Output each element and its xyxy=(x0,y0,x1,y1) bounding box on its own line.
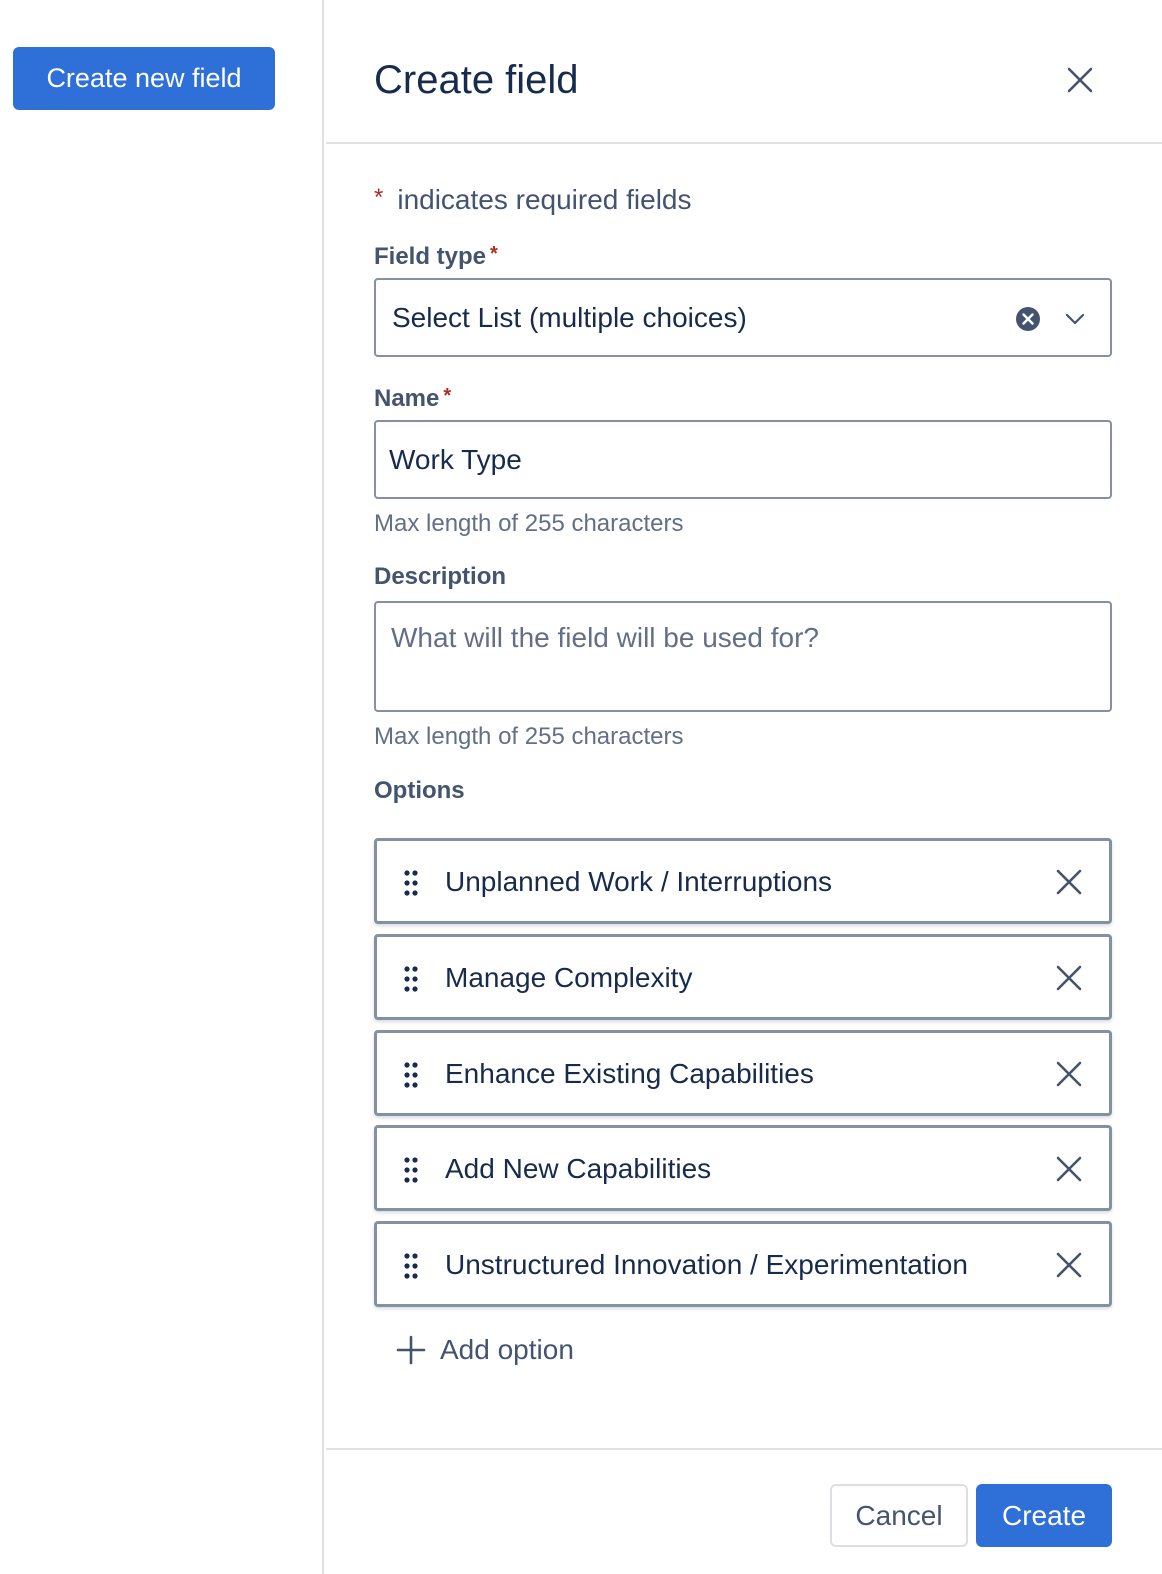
field-type-value: Select List (multiple choices) xyxy=(392,302,747,333)
option-item[interactable] xyxy=(374,1030,1112,1116)
remove-option-button[interactable] xyxy=(1053,962,1085,994)
description-label xyxy=(374,562,506,592)
close-icon xyxy=(1053,962,1085,994)
drag-handle[interactable] xyxy=(403,1156,419,1184)
name-helper-text: Max length of 255 characters xyxy=(374,510,684,537)
close-icon xyxy=(1060,60,1100,100)
create-button[interactable]: Create xyxy=(976,1484,1112,1547)
required-asterisk: * xyxy=(374,184,384,211)
remove-option-button[interactable] xyxy=(1053,866,1085,898)
option-item[interactable] xyxy=(374,934,1112,1020)
create-new-field-button[interactable]: Create new field xyxy=(13,47,275,110)
left-panel xyxy=(0,0,324,1574)
chevron-down-icon xyxy=(1062,306,1088,332)
field-type-select[interactable] xyxy=(374,278,1112,357)
drag-handle-icon xyxy=(403,869,419,897)
option-label: Manage Complexity xyxy=(445,962,693,993)
close-icon xyxy=(1053,1249,1085,1281)
create-field-modal xyxy=(326,0,1162,1574)
field-type-dropdown-toggle[interactable] xyxy=(1062,306,1088,332)
clear-selection-button[interactable] xyxy=(1014,305,1042,333)
modal-header xyxy=(326,0,1162,144)
plus-icon xyxy=(396,1335,426,1365)
add-option-label: Add option xyxy=(440,1334,574,1365)
name-input-value: Work Type xyxy=(389,444,522,475)
drag-handle[interactable] xyxy=(403,869,419,897)
drag-handle[interactable] xyxy=(403,965,419,993)
drag-handle-icon xyxy=(403,965,419,993)
description-textarea[interactable] xyxy=(374,601,1112,712)
option-item[interactable] xyxy=(374,1125,1112,1211)
option-label: Unplanned Work / Interruptions xyxy=(445,866,833,897)
options-label-text: Options xyxy=(374,777,465,804)
drag-handle[interactable] xyxy=(403,1252,419,1280)
option-item[interactable] xyxy=(374,838,1112,924)
name-required-mark: * xyxy=(443,385,452,407)
remove-option-button[interactable] xyxy=(1053,1153,1085,1185)
remove-option-button[interactable] xyxy=(1053,1058,1085,1090)
required-note-text: indicates required fields xyxy=(397,184,692,215)
clear-icon xyxy=(1014,305,1042,333)
option-label: Add New Capabilities xyxy=(445,1153,712,1184)
add-option-button[interactable] xyxy=(396,1330,574,1370)
close-icon xyxy=(1053,866,1085,898)
description-placeholder: What will the field will be used for? xyxy=(391,622,819,653)
field-type-label xyxy=(374,239,498,272)
field-type-label-text: Field type xyxy=(374,243,487,270)
drag-handle-icon xyxy=(403,1061,419,1089)
drag-handle[interactable] xyxy=(403,1061,419,1089)
drag-handle-icon xyxy=(403,1156,419,1184)
drag-handle-icon xyxy=(403,1252,419,1280)
name-input[interactable] xyxy=(374,420,1112,499)
description-label-text: Description xyxy=(374,563,507,590)
modal-footer xyxy=(326,1448,1162,1574)
option-label: Unstructured Innovation / Experimentation xyxy=(445,1249,968,1280)
name-label xyxy=(374,381,451,414)
description-helper-text: Max length of 255 characters xyxy=(374,723,684,750)
field-type-required-mark: * xyxy=(490,243,498,265)
option-label: Enhance Existing Capabilities xyxy=(445,1058,814,1089)
cancel-button[interactable]: Cancel xyxy=(830,1484,968,1547)
name-label-text: Name xyxy=(374,385,440,412)
close-button[interactable] xyxy=(1060,60,1100,100)
modal-title: Create field xyxy=(374,58,579,102)
close-icon xyxy=(1053,1058,1085,1090)
close-icon xyxy=(1053,1153,1085,1185)
remove-option-button[interactable] xyxy=(1053,1249,1085,1281)
options-label xyxy=(374,776,465,806)
required-fields-note xyxy=(374,180,692,218)
option-item[interactable] xyxy=(374,1221,1112,1307)
